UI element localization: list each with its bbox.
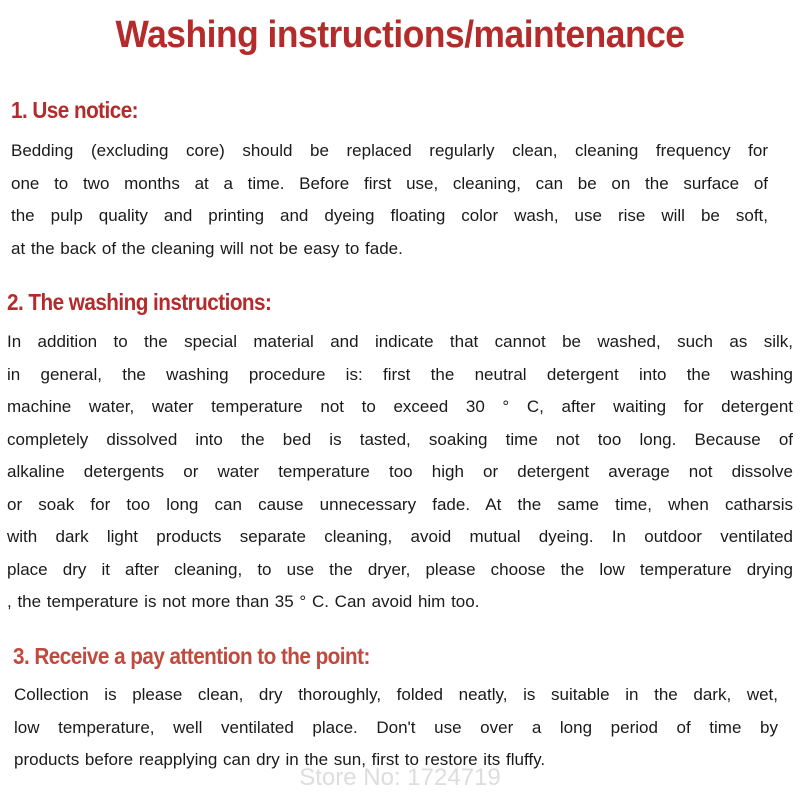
- page-title: Washing instructions/maintenance: [115, 14, 685, 56]
- body-line: the pulp quality and printing and dyeing floating color wash, use rise will be soft,: [11, 206, 768, 225]
- body-line: , the temperature is not more than 35 ° C. Can avoid him too.: [7, 592, 480, 611]
- section-heading-washing-instructions: 2. The washing instructions:: [7, 289, 272, 315]
- body-line: low temperature, well ventilated place. Don't use over a long period of time by: [14, 717, 778, 737]
- body-line: Bedding (excluding core) should be replaced regularly clean, cleaning frequency for: [11, 141, 768, 160]
- body-line: one to two months at a time. Before first use, cleaning, can be on the surface of: [11, 173, 768, 193]
- section-heading-attention-points: 3. Receive a pay attention to the point:: [13, 643, 370, 669]
- body-line: alkaline detergents or water temperature too high or detergent average not dissolve: [7, 462, 793, 481]
- store-watermark: Store No: 1724719: [299, 764, 501, 791]
- body-line: or soak for too long can cause unnecessary fade. At the same time, when catharsis: [7, 494, 793, 514]
- body-line: Collection is please clean, dry thoroughly, folded neatly, is suitable in the dark, wet,: [14, 685, 778, 704]
- body-line: at the back of the cleaning will not be easy to fade.: [11, 238, 403, 258]
- section-heading-use-notice: 1. Use notice:: [11, 97, 139, 123]
- body-line: machine water, water temperature not to exceed 30 ° C, after waiting for detergent: [7, 397, 793, 416]
- section-body-washing-instructions: [7, 326, 793, 619]
- body-line: with dark light products separate cleaning, avoid mutual dyeing. In outdoor ventilated: [7, 527, 793, 546]
- body-line: place dry it after cleaning, to use the dryer, please choose the low temperature drying: [7, 559, 793, 579]
- body-line: completely dissolved into the bed is tasted, soaking time not too long. Because of: [7, 429, 793, 449]
- section-body-attention-points: [14, 679, 778, 777]
- body-line: products before reapplying can dry in the sun, first to restore its fluffy.: [14, 750, 546, 769]
- section-body-use-notice: [11, 135, 768, 265]
- body-line: in general, the washing procedure is: first the neutral detergent into the washing: [7, 364, 793, 384]
- body-line: In addition to the special material and indicate that cannot be washed, such as silk,: [7, 332, 793, 351]
